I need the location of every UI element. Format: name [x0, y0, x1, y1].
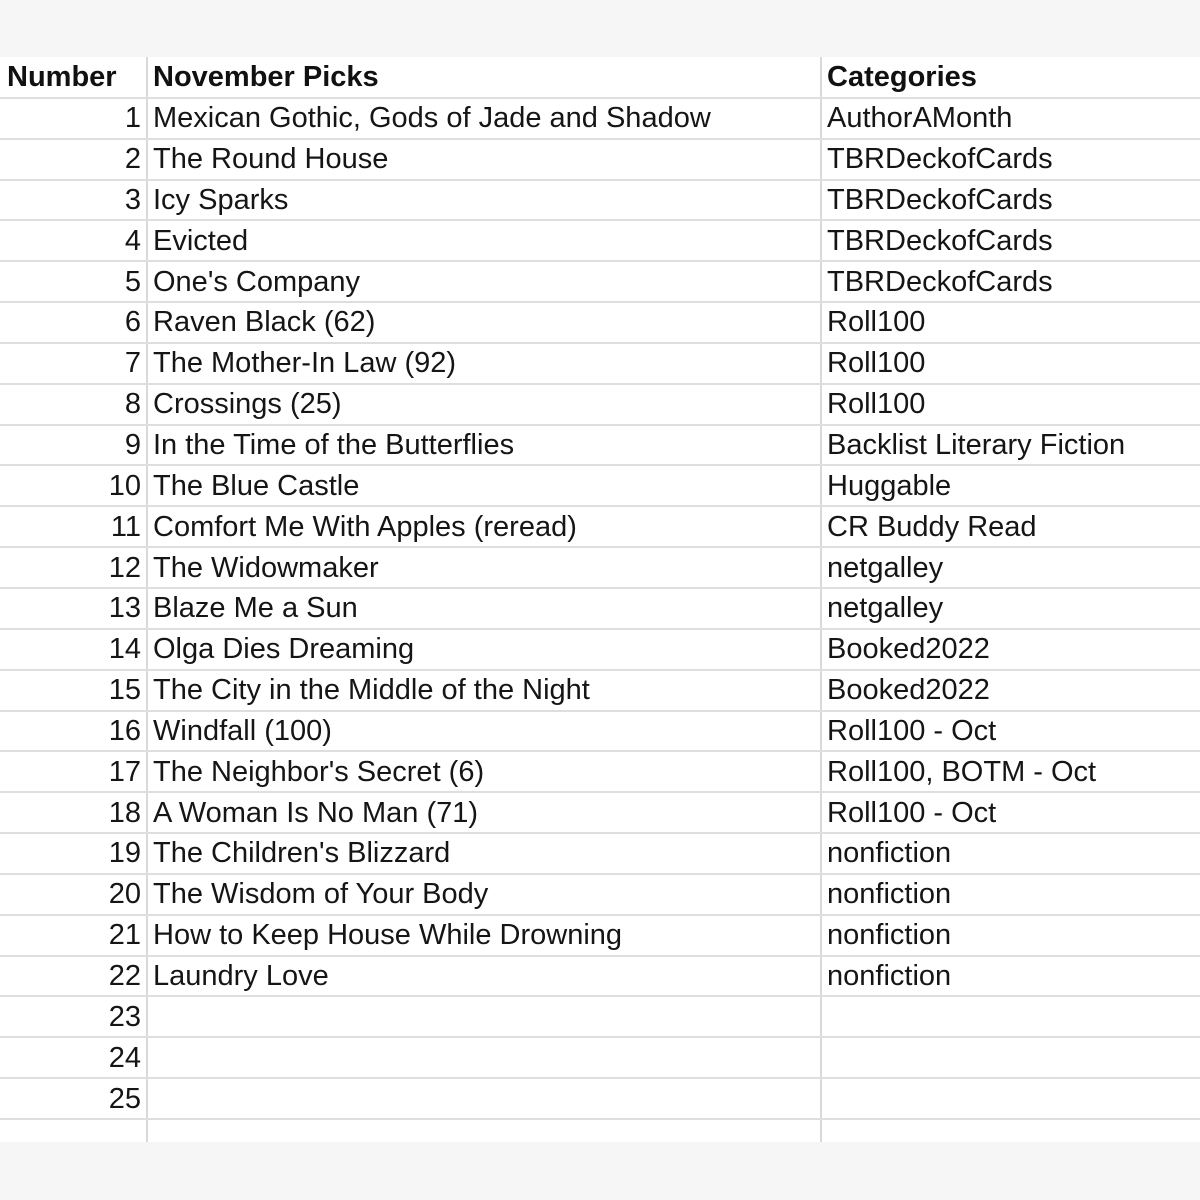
header-november-picks[interactable]: November Picks [147, 57, 821, 98]
cell-title[interactable]: Raven Black (62) [147, 302, 821, 343]
cell-number[interactable]: 24 [0, 1037, 147, 1078]
cell-category[interactable]: Roll100, BOTM - Oct [821, 751, 1200, 792]
cell-category[interactable] [821, 996, 1200, 1037]
cell-number[interactable]: 13 [0, 588, 147, 629]
cell-number[interactable]: 12 [0, 547, 147, 588]
table-row [0, 670, 1200, 711]
spreadsheet [0, 57, 1200, 1142]
cell-title[interactable]: Olga Dies Dreaming [147, 629, 821, 670]
cell-category[interactable]: TBRDeckofCards [821, 139, 1200, 180]
cell-category[interactable]: Roll100 [821, 384, 1200, 425]
cell-category[interactable] [821, 1119, 1200, 1142]
cell-number[interactable]: 14 [0, 629, 147, 670]
cell-category[interactable]: TBRDeckofCards [821, 220, 1200, 261]
cell-category[interactable]: Booked2022 [821, 629, 1200, 670]
cell-title[interactable]: Icy Sparks [147, 180, 821, 221]
cell-number[interactable]: 2 [0, 139, 147, 180]
table-row [0, 384, 1200, 425]
cell-category[interactable]: nonfiction [821, 874, 1200, 915]
table-row [0, 996, 1200, 1037]
picks-table [0, 57, 1200, 1142]
cell-number[interactable]: 7 [0, 343, 147, 384]
cell-number[interactable]: 5 [0, 261, 147, 302]
cell-category[interactable]: Huggable [821, 465, 1200, 506]
table-row [0, 465, 1200, 506]
table-row [0, 956, 1200, 997]
table-body [0, 98, 1200, 1142]
cell-number[interactable]: 18 [0, 792, 147, 833]
cell-category[interactable]: nonfiction [821, 833, 1200, 874]
cell-category[interactable]: Booked2022 [821, 670, 1200, 711]
cell-title[interactable] [147, 1119, 821, 1142]
cell-number[interactable]: 11 [0, 506, 147, 547]
table-row [0, 751, 1200, 792]
cell-number[interactable]: 9 [0, 425, 147, 466]
cell-category[interactable]: AuthorAMonth [821, 98, 1200, 139]
cell-title[interactable]: The Widowmaker [147, 547, 821, 588]
cell-title[interactable]: Windfall (100) [147, 711, 821, 752]
table-row [0, 833, 1200, 874]
cell-category[interactable]: nonfiction [821, 956, 1200, 997]
cell-category[interactable]: CR Buddy Read [821, 506, 1200, 547]
table-row [0, 261, 1200, 302]
cell-category[interactable]: netgalley [821, 588, 1200, 629]
cell-title[interactable]: How to Keep House While Drowning [147, 915, 821, 956]
cell-category[interactable] [821, 1037, 1200, 1078]
cell-number[interactable]: 19 [0, 833, 147, 874]
cell-title[interactable]: Evicted [147, 220, 821, 261]
cell-number[interactable]: 10 [0, 465, 147, 506]
table-row [0, 915, 1200, 956]
table-row [0, 1037, 1200, 1078]
table-row [0, 343, 1200, 384]
cell-number[interactable]: 20 [0, 874, 147, 915]
cell-number[interactable]: 1 [0, 98, 147, 139]
table-row [0, 874, 1200, 915]
cell-title[interactable]: Comfort Me With Apples (reread) [147, 506, 821, 547]
cell-category[interactable] [821, 1078, 1200, 1119]
table-row [0, 425, 1200, 466]
cell-title[interactable]: The Neighbor's Secret (6) [147, 751, 821, 792]
table-row [0, 588, 1200, 629]
table-row [0, 180, 1200, 221]
cell-category[interactable]: netgalley [821, 547, 1200, 588]
cell-number[interactable]: 21 [0, 915, 147, 956]
cell-title[interactable] [147, 1037, 821, 1078]
table-row [0, 1119, 1200, 1142]
cell-title[interactable]: Crossings (25) [147, 384, 821, 425]
cell-number[interactable] [0, 1119, 147, 1142]
header-categories[interactable]: Categories [821, 57, 1200, 98]
cell-title[interactable] [147, 1078, 821, 1119]
table-row [0, 98, 1200, 139]
cell-title[interactable]: Laundry Love [147, 956, 821, 997]
cell-number[interactable]: 17 [0, 751, 147, 792]
cell-number[interactable]: 8 [0, 384, 147, 425]
cell-number[interactable]: 4 [0, 220, 147, 261]
table-row [0, 711, 1200, 752]
table-row [0, 547, 1200, 588]
cell-number[interactable]: 6 [0, 302, 147, 343]
table-row [0, 792, 1200, 833]
cell-title[interactable]: The Children's Blizzard [147, 833, 821, 874]
header-row [0, 57, 1200, 98]
cell-title[interactable]: The City in the Middle of the Night [147, 670, 821, 711]
cell-title[interactable]: The Wisdom of Your Body [147, 874, 821, 915]
cell-title[interactable]: The Blue Castle [147, 465, 821, 506]
cell-category[interactable]: Roll100 - Oct [821, 711, 1200, 752]
table-row [0, 1078, 1200, 1119]
cell-title[interactable] [147, 996, 821, 1037]
table-row [0, 629, 1200, 670]
cell-title[interactable]: Blaze Me a Sun [147, 588, 821, 629]
cell-number[interactable]: 23 [0, 996, 147, 1037]
cell-number[interactable]: 25 [0, 1078, 147, 1119]
cell-number[interactable]: 16 [0, 711, 147, 752]
table-row [0, 302, 1200, 343]
cell-number[interactable]: 15 [0, 670, 147, 711]
cell-category[interactable]: Backlist Literary Fiction [821, 425, 1200, 466]
cell-category[interactable]: Roll100 [821, 343, 1200, 384]
cell-title[interactable]: The Mother-In Law (92) [147, 343, 821, 384]
cell-title[interactable]: A Woman Is No Man (71) [147, 792, 821, 833]
cell-title[interactable]: Mexican Gothic, Gods of Jade and Shadow [147, 98, 821, 139]
cell-category[interactable]: nonfiction [821, 915, 1200, 956]
cell-title[interactable]: In the Time of the Butterflies [147, 425, 821, 466]
table-row [0, 220, 1200, 261]
table-row [0, 506, 1200, 547]
header-number[interactable]: Number [0, 57, 147, 98]
cell-category[interactable]: Roll100 - Oct [821, 792, 1200, 833]
cell-title[interactable]: One's Company [147, 261, 821, 302]
cell-category[interactable]: TBRDeckofCards [821, 261, 1200, 302]
cell-title[interactable]: The Round House [147, 139, 821, 180]
cell-number[interactable]: 3 [0, 180, 147, 221]
cell-category[interactable]: Roll100 [821, 302, 1200, 343]
cell-number[interactable]: 22 [0, 956, 147, 997]
table-row [0, 139, 1200, 180]
cell-category[interactable]: TBRDeckofCards [821, 180, 1200, 221]
